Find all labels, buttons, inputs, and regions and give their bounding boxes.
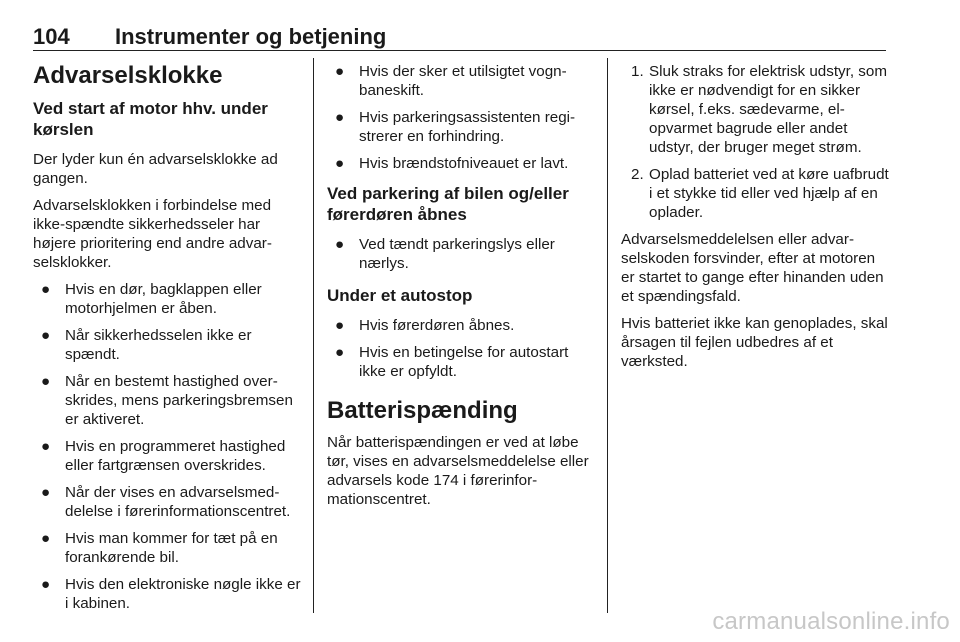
column-2 xyxy=(327,62,597,517)
list-item xyxy=(33,529,301,567)
list-item-text: Når sikkerhedsselen ikke er spændt. xyxy=(65,327,252,363)
list-item-text: Oplad batteriet ved at køre uafbrudt i et stykke tid eller ved hjælp af en oplader. xyxy=(649,166,889,221)
step-number: 2. xyxy=(631,166,644,183)
list-item xyxy=(33,575,301,613)
list-item-text: Ved tændt parkeringslys eller nærlys. xyxy=(359,236,555,272)
page-header xyxy=(33,24,886,51)
list-item-text: Hvis en betingelse for autostart ikke er opfyldt. xyxy=(359,344,569,380)
column-1 xyxy=(33,62,301,623)
bullet-icon: ● xyxy=(41,484,51,501)
bullet-icon: ● xyxy=(41,530,51,547)
list-item xyxy=(327,108,597,146)
list-item-text: Hvis man kommer for tæt på en forankørende bil. xyxy=(65,530,278,566)
bullet-icon: ● xyxy=(335,63,345,80)
list-item xyxy=(33,280,301,318)
bullet-icon: ● xyxy=(41,281,51,298)
list-item-text: Hvis førerdøren åbnes. xyxy=(359,317,515,334)
bullet-icon: ● xyxy=(41,373,51,390)
column-divider-1 xyxy=(313,58,314,613)
list-item xyxy=(327,62,597,100)
list-item xyxy=(327,343,597,381)
step-number: 1. xyxy=(631,63,644,80)
list-item xyxy=(33,437,301,475)
subsection-title-autostop: Under et autostop xyxy=(327,286,473,305)
bullet-list xyxy=(327,62,597,173)
bullet-icon: ● xyxy=(335,344,345,361)
paragraph: Hvis batteriet ikke kan genoplades, skal årsagen til fejlen udbedres af et værksted. xyxy=(621,315,888,370)
list-item-text: Hvis der sker et utilsigtet vognbaneskift. xyxy=(359,63,567,99)
paragraph: Advarselsmeddelelsen eller advarselskoden forsvinder, efter at motoren er startet to gange efter hinanden uden et spændingsfald. xyxy=(621,231,884,305)
list-item-text: Hvis den elektroniske nøgle ikke er i kabinen. xyxy=(65,576,301,612)
numbered-list xyxy=(621,62,891,222)
column-divider-2 xyxy=(607,58,608,613)
list-item xyxy=(327,235,597,273)
bullet-icon: ● xyxy=(41,327,51,344)
paragraph: Der lyder kun én advarselsklokke ad gangen. xyxy=(33,151,278,187)
list-item xyxy=(621,165,891,222)
running-title: Instrumenter og betjening xyxy=(115,24,387,49)
bullet-icon: ● xyxy=(335,236,345,253)
list-item xyxy=(327,316,597,335)
list-item-text: Hvis parkeringsassistenten registrerer en forhindring. xyxy=(359,109,576,145)
list-item-text: Hvis brændstofniveauet er lavt. xyxy=(359,155,569,172)
section-title-advarselsklokke: Advarselsklokke xyxy=(33,62,223,89)
bullet-list xyxy=(33,280,301,613)
list-item-text: Sluk straks for elektrisk udstyr, som ikke er nødvendigt for en sikker kørsel, f.eks. sædevarme, el-opvarmet bagrude eller andet udstyr, der bruger meget strøm. xyxy=(649,63,888,156)
list-item xyxy=(621,62,891,157)
list-item-text: Hvis en dør, bagklappen eller motorhjelmen er åben. xyxy=(65,281,262,317)
list-item-text: Når der vises en advarselsmeddelelse i førerinformationscentret. xyxy=(65,484,291,520)
column-3 xyxy=(621,62,891,379)
watermark: carmanualsonline.info xyxy=(712,608,950,635)
subsection-title-parking: Ved parkering af bilen og/eller førerdøren åbnes xyxy=(327,184,569,224)
list-item-text: Hvis en programmeret hastighed eller fartgrænsen overskrides. xyxy=(65,438,286,474)
list-item xyxy=(33,483,301,521)
list-item xyxy=(33,372,301,429)
bullet-icon: ● xyxy=(335,155,345,172)
bullet-icon: ● xyxy=(41,438,51,455)
list-item-text: Når en bestemt hastighed overskrides, mens parkeringsbremsen er aktiveret. xyxy=(65,373,293,428)
section-title-batterispaending: Batterispænding xyxy=(327,397,518,424)
subsection-title-start: Ved start af motor hhv. under kørslen xyxy=(33,99,268,139)
bullet-list xyxy=(327,316,597,381)
bullet-list xyxy=(327,235,597,273)
list-item xyxy=(33,326,301,364)
bullet-icon: ● xyxy=(41,576,51,593)
list-item xyxy=(327,154,597,173)
paragraph: Når batterispændingen er ved at løbe tør, vises en advarselsmeddelelse eller advarsels kode 174 i førerinformationscentret. xyxy=(327,434,589,508)
bullet-icon: ● xyxy=(335,109,345,126)
paragraph: Advarselsklokken i forbindelse med ikke-spændte sikkerhedsseler har højere prioritering end andre advarselsklokker. xyxy=(33,197,272,271)
page-number: 104 xyxy=(33,24,70,49)
bullet-icon: ● xyxy=(335,317,345,334)
